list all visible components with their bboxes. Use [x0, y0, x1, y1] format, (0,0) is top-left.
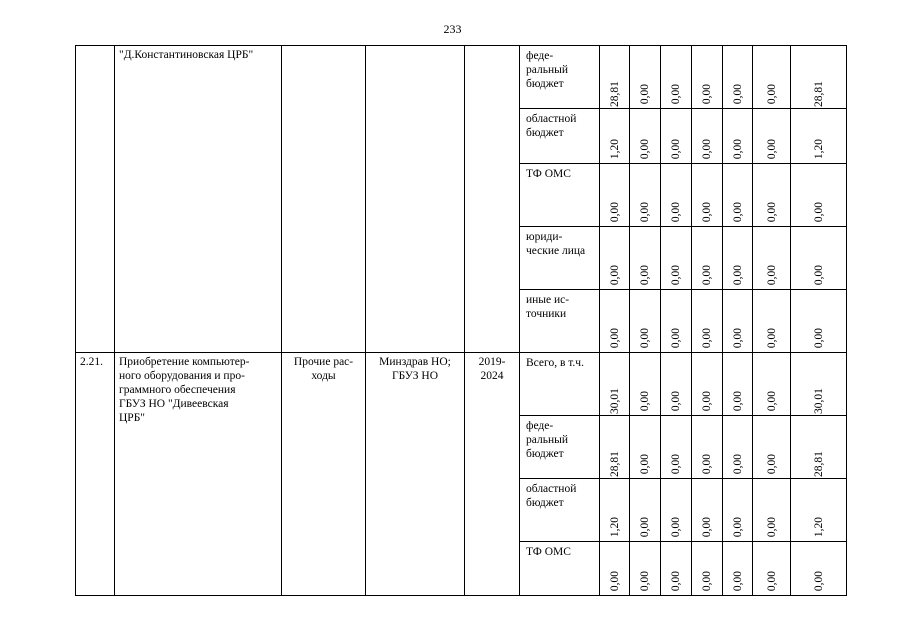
value-cell: [630, 353, 661, 416]
value-cell: [692, 164, 723, 227]
value-text: 0,00: [670, 390, 682, 412]
value-text: 0,00: [670, 264, 682, 286]
item-name: "Д.Константиновская ЦРБ": [119, 49, 254, 61]
value-cell: [630, 479, 661, 542]
value-text: 0,00: [765, 516, 778, 538]
value-cell: [791, 479, 847, 542]
value-cell: [630, 290, 661, 353]
value-text: 0,00: [812, 201, 825, 223]
value-cell: [692, 109, 723, 164]
value-cell: [630, 164, 661, 227]
value-text: 0,00: [812, 327, 825, 349]
funding-source: [520, 290, 600, 353]
value-text: 30,01: [608, 388, 621, 414]
item-number-cell: [76, 46, 115, 353]
funding-source-label: феде- ральный бюджет: [526, 420, 568, 460]
value-text: 0,00: [670, 138, 682, 160]
value-text: 1,20: [812, 516, 825, 538]
funding-source: [520, 416, 600, 479]
value-cell: [753, 353, 791, 416]
expense-type-cell: [282, 46, 366, 353]
value-cell: [723, 416, 753, 479]
value-cell: [753, 164, 791, 227]
item-number-cell: [76, 353, 115, 596]
value-text: 28,81: [608, 451, 621, 477]
value-text: 30,01: [812, 388, 825, 414]
period-cell: [465, 46, 520, 353]
value-text: 0,00: [701, 390, 713, 412]
value-cell: [723, 353, 753, 416]
funding-source-label: юриди- ческие лица: [526, 231, 586, 257]
value-text: 0,00: [639, 264, 651, 286]
value-text: 0,00: [639, 516, 651, 538]
value-cell: [630, 46, 661, 109]
value-text: 0,00: [765, 453, 778, 475]
value-cell: [791, 290, 847, 353]
value-text: 0,00: [731, 201, 744, 223]
value-text: 0,00: [608, 570, 621, 592]
value-cell: [630, 227, 661, 290]
value-cell: [723, 542, 753, 596]
value-cell: [753, 227, 791, 290]
value-cell: [630, 109, 661, 164]
value-cell: [661, 542, 692, 596]
value-text: 0,00: [731, 390, 744, 412]
value-text: 0,00: [765, 138, 778, 160]
executor-cell: [366, 46, 465, 353]
value-cell: [692, 542, 723, 596]
value-text: 0,00: [670, 327, 682, 349]
value-text: 0,00: [608, 201, 621, 223]
value-cell: [723, 227, 753, 290]
value-cell: [753, 46, 791, 109]
value-cell: [753, 290, 791, 353]
value-cell: [791, 227, 847, 290]
value-cell: [791, 109, 847, 164]
value-text: 0,00: [765, 201, 778, 223]
executor: Минздрав НО; ГБУЗ НО: [379, 356, 451, 382]
funding-source-label: областной бюджет: [526, 113, 577, 139]
value-text: 0,00: [812, 570, 825, 592]
value-cell: [692, 416, 723, 479]
value-cell: [600, 227, 630, 290]
table-row: [76, 46, 847, 109]
value-text: 0,00: [639, 570, 651, 592]
value-cell: [753, 479, 791, 542]
value-cell: [753, 542, 791, 596]
value-cell: [600, 353, 630, 416]
value-text: 28,81: [812, 81, 825, 107]
value-text: 0,00: [639, 201, 651, 223]
value-text: 0,00: [731, 327, 744, 349]
value-cell: [661, 46, 692, 109]
value-cell: [692, 353, 723, 416]
period: 2019- 2024: [478, 356, 506, 382]
value-text: 0,00: [731, 83, 744, 105]
funding-source-label: Всего, в т.ч.: [526, 357, 584, 369]
value-cell: [791, 353, 847, 416]
value-text: 0,00: [731, 453, 744, 475]
value-cell: [661, 479, 692, 542]
funding-source: [520, 109, 600, 164]
funding-source-label: областной бюджет: [526, 483, 577, 509]
funding-source: [520, 542, 600, 596]
value-text: 0,00: [701, 327, 713, 349]
value-text: 0,00: [670, 83, 682, 105]
value-cell: [600, 164, 630, 227]
value-cell: [661, 290, 692, 353]
value-text: 28,81: [608, 81, 621, 107]
value-text: 0,00: [701, 570, 713, 592]
value-text: 0,00: [670, 516, 682, 538]
value-text: 0,00: [639, 138, 651, 160]
value-cell: [600, 479, 630, 542]
value-text: 0,00: [765, 570, 778, 592]
value-cell: [753, 416, 791, 479]
value-text: 0,00: [701, 138, 713, 160]
funding-source-label: ТФ ОМС: [526, 546, 571, 558]
funding-source: [520, 353, 600, 416]
value-cell: [753, 109, 791, 164]
value-cell: [630, 542, 661, 596]
value-cell: [661, 353, 692, 416]
executor-cell: [366, 353, 465, 596]
value-text: 0,00: [701, 201, 713, 223]
value-cell: [630, 416, 661, 479]
value-text: 1,20: [608, 138, 621, 160]
value-cell: [723, 164, 753, 227]
value-text: 0,00: [639, 83, 651, 105]
value-text: 0,00: [701, 453, 713, 475]
value-text: 0,00: [765, 390, 778, 412]
expense-type: Прочие рас- ходы: [293, 356, 354, 382]
expense-type-cell: [282, 353, 366, 596]
value-text: 1,20: [812, 138, 825, 160]
value-text: 0,00: [639, 327, 651, 349]
table-row: [76, 353, 847, 416]
value-text: 1,20: [608, 516, 621, 538]
item-name-cell: [115, 353, 282, 596]
value-cell: [600, 416, 630, 479]
value-cell: [791, 416, 847, 479]
value-text: 0,00: [731, 570, 744, 592]
value-text: 0,00: [731, 138, 744, 160]
value-text: 0,00: [701, 264, 713, 286]
value-cell: [692, 479, 723, 542]
value-cell: [600, 109, 630, 164]
value-cell: [791, 164, 847, 227]
funding-source: [520, 479, 600, 542]
budget-table: [75, 45, 847, 596]
funding-source-label: ТФ ОМС: [526, 168, 571, 180]
value-text: 0,00: [670, 570, 682, 592]
value-text: 0,00: [639, 453, 651, 475]
item-name-cell: [115, 46, 282, 353]
funding-source: [520, 46, 600, 109]
value-cell: [661, 227, 692, 290]
value-cell: [692, 46, 723, 109]
value-text: 0,00: [731, 264, 744, 286]
value-cell: [692, 227, 723, 290]
value-cell: [723, 109, 753, 164]
page-number: 233: [443, 22, 462, 36]
value-text: 0,00: [639, 390, 651, 412]
value-text: 0,00: [765, 83, 778, 105]
value-cell: [791, 46, 847, 109]
value-text: 0,00: [670, 201, 682, 223]
value-cell: [791, 542, 847, 596]
value-text: 28,81: [812, 451, 825, 477]
value-text: 0,00: [608, 327, 621, 349]
value-cell: [723, 479, 753, 542]
value-cell: [661, 416, 692, 479]
value-text: 0,00: [765, 264, 778, 286]
period-cell: [465, 353, 520, 596]
value-cell: [692, 290, 723, 353]
item-name: Приобретение компьютер- ного оборудования и про- граммного обеспечения ГБУЗ НО "Дивеевская ЦРБ": [119, 356, 250, 424]
value-cell: [723, 46, 753, 109]
funding-source-label: феде- ральный бюджет: [526, 50, 568, 90]
funding-source: [520, 164, 600, 227]
value-cell: [600, 46, 630, 109]
value-cell: [600, 290, 630, 353]
value-text: 0,00: [731, 516, 744, 538]
funding-source-label: иные ис- точники: [526, 294, 570, 320]
value-cell: [661, 109, 692, 164]
item-number: 2.21.: [80, 356, 103, 368]
value-text: 0,00: [765, 327, 778, 349]
value-text: 0,00: [670, 453, 682, 475]
value-text: 0,00: [701, 516, 713, 538]
value-cell: [600, 542, 630, 596]
funding-source: [520, 227, 600, 290]
value-cell: [723, 290, 753, 353]
value-text: 0,00: [701, 83, 713, 105]
value-text: 0,00: [812, 264, 825, 286]
value-cell: [661, 164, 692, 227]
value-text: 0,00: [608, 264, 621, 286]
